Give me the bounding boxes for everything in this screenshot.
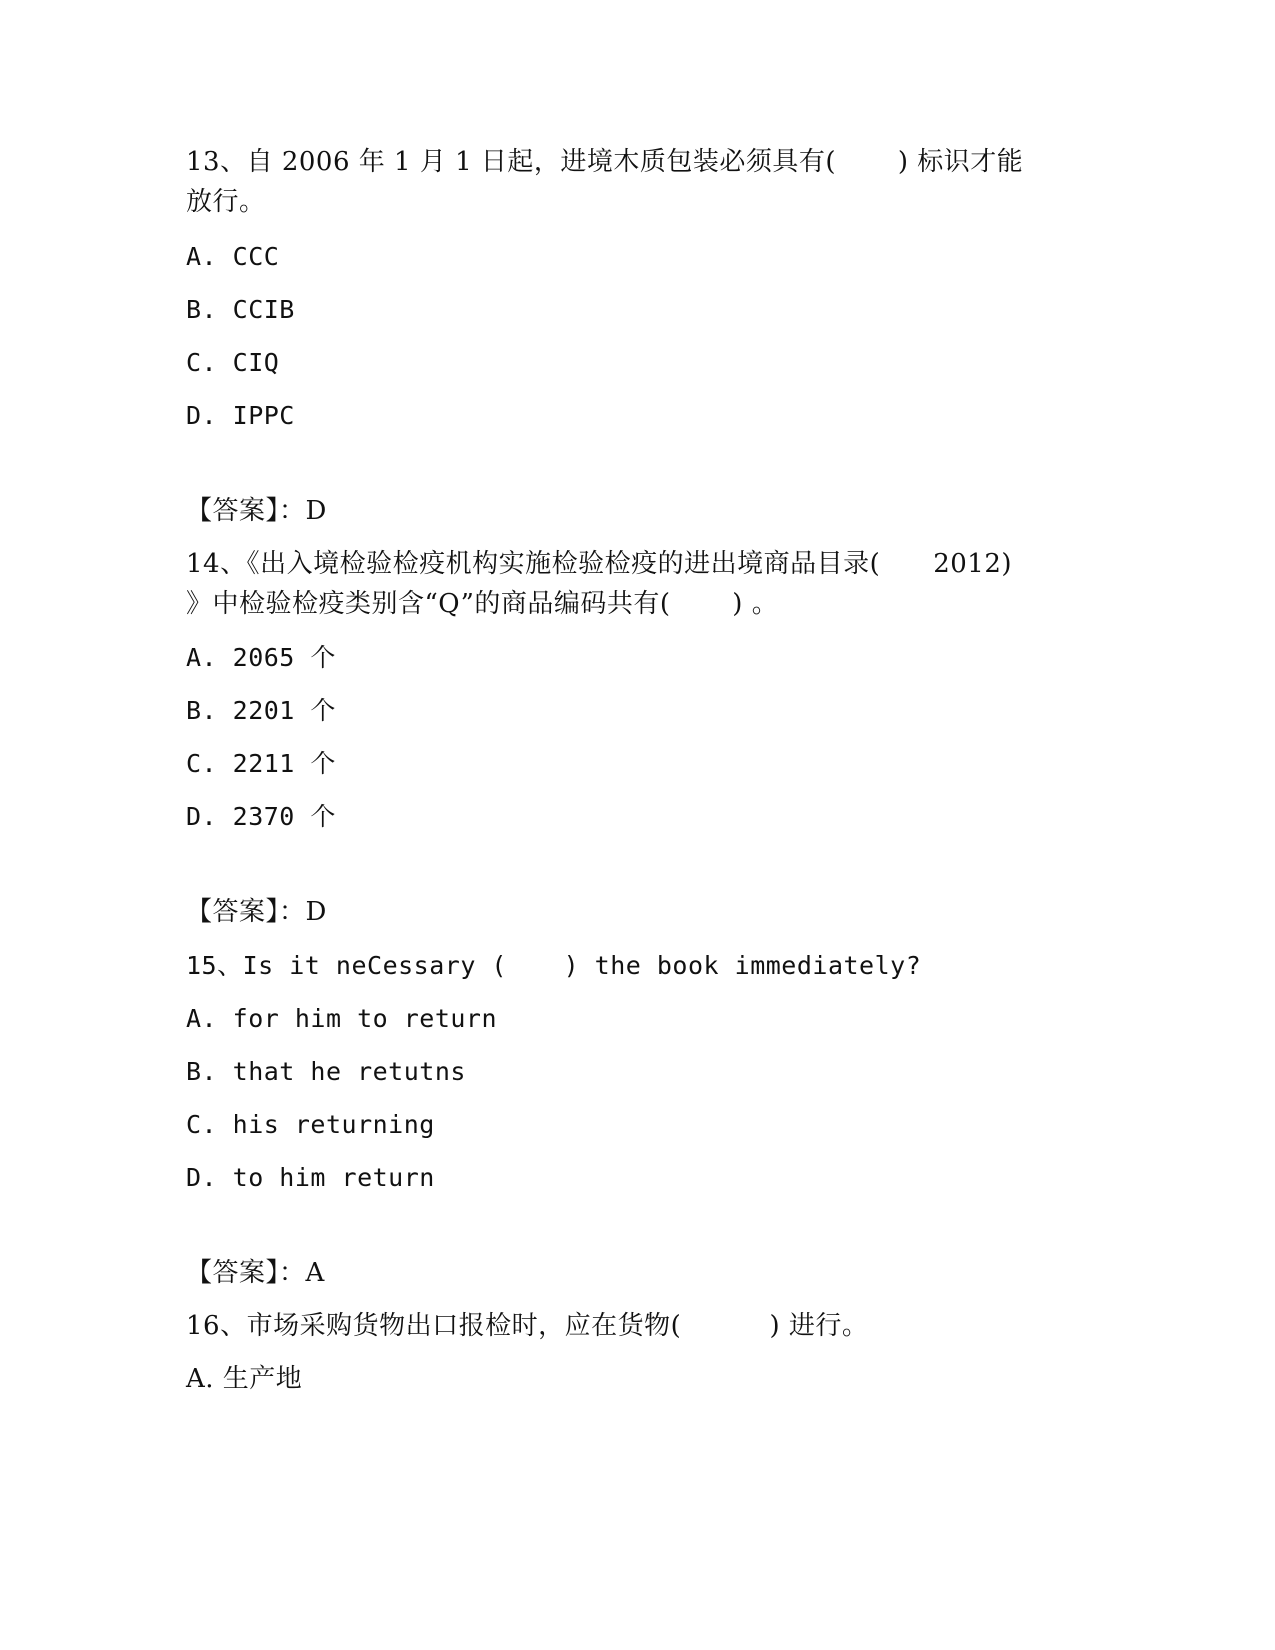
question-15-option-c: C. his returning bbox=[186, 1110, 435, 1139]
question-13-option-a: A. CCC bbox=[186, 242, 280, 271]
question-15-option-a: A. for him to return bbox=[186, 1004, 498, 1033]
question-13-option-c: C. CIQ bbox=[186, 348, 280, 377]
question-14-option-d: D. 2370 个 bbox=[186, 802, 336, 831]
question-14-stem-line2: 》中检验检疫类别含“Q”的商品编码共有( ) 。 bbox=[186, 589, 779, 619]
question-14-stem-line1: 14、《出入境检验检疫机构实施检验检疫的进出境商品目录( 2012) bbox=[186, 549, 1013, 579]
question-15-stem-line1: 15、Is it neCessary ( ) the book immediately? bbox=[186, 951, 922, 980]
question-13-answer: 【答案】：D bbox=[186, 496, 327, 526]
question-14-option-a: A. 2065 个 bbox=[186, 643, 336, 672]
question-13-stem-line2: 放行。 bbox=[186, 187, 266, 217]
question-14-option-c: C. 2211 个 bbox=[186, 749, 336, 778]
question-15-option-d: D. to him return bbox=[186, 1163, 435, 1192]
question-13-stem-line1: 13、自 2006 年 1 月 1 日起，进境木质包装必须具有( ) 标识才能 bbox=[186, 147, 1024, 177]
question-13-option-d: D. IPPC bbox=[186, 401, 295, 430]
question-14-option-b: B. 2201 个 bbox=[186, 696, 336, 725]
question-16-stem-line1: 16、市场采购货物出口报检时，应在货物( ) 进行。 bbox=[186, 1311, 869, 1341]
question-14-answer: 【答案】：D bbox=[186, 897, 327, 927]
question-15-answer: 【答案】：A bbox=[186, 1258, 325, 1288]
question-13-option-b: B. CCIB bbox=[186, 295, 295, 324]
question-16-option-a: A. 生产地 bbox=[186, 1364, 303, 1394]
question-15-option-b: B. that he retutns bbox=[186, 1057, 466, 1086]
